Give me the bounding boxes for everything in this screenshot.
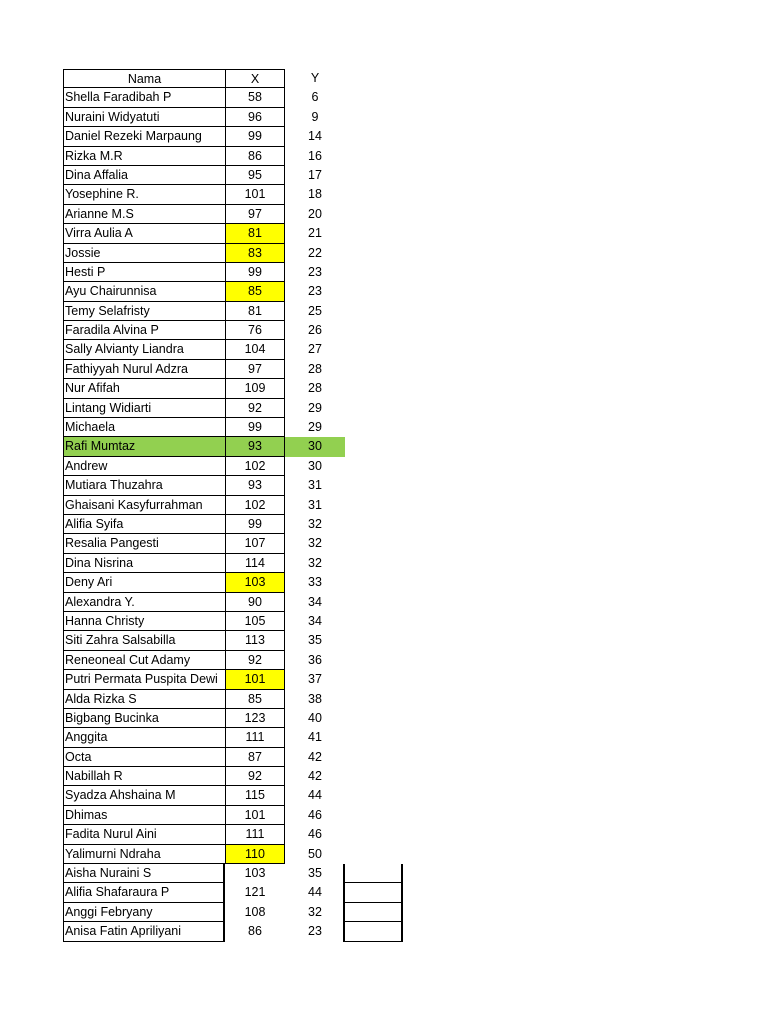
name-cell[interactable]: Dina Nisrina <box>63 554 225 573</box>
name-cell[interactable]: Anggita <box>63 728 225 747</box>
x-cell[interactable]: 113 <box>225 631 285 650</box>
empty-extra-cell[interactable] <box>343 922 403 941</box>
x-cell[interactable]: 85 <box>225 690 285 709</box>
empty-extra-cell[interactable] <box>343 903 403 922</box>
y-cell[interactable]: 23 <box>308 924 322 939</box>
y-cell[interactable]: 37 <box>308 672 322 687</box>
x-cell[interactable]: 99 <box>225 263 285 282</box>
y-cell[interactable]: 42 <box>308 749 322 764</box>
name-cell[interactable]: Syadza Ahshaina M <box>63 786 225 805</box>
header-y[interactable]: Y <box>310 71 320 85</box>
y-cell[interactable]: 31 <box>308 478 322 493</box>
y-cell[interactable]: 36 <box>308 652 322 667</box>
x-cell[interactable]: 96 <box>225 108 285 127</box>
name-cell[interactable]: Alexandra Y. <box>63 593 225 612</box>
y-cell[interactable]: 17 <box>308 167 322 182</box>
x-cell[interactable]: 92 <box>225 399 285 418</box>
name-cell[interactable]: Jossie <box>63 244 225 263</box>
x-cell[interactable]: 105 <box>225 612 285 631</box>
y-cell[interactable]: 21 <box>308 226 322 241</box>
x-cell[interactable]: 95 <box>225 166 285 185</box>
name-cell[interactable]: Hesti P <box>63 263 225 282</box>
x-cell[interactable]: 107 <box>225 534 285 553</box>
x-cell[interactable]: 99 <box>225 515 285 534</box>
x-cell[interactable]: 101 <box>225 806 285 825</box>
x-cell[interactable]: 114 <box>225 554 285 573</box>
name-cell[interactable]: Faradila Alvina P <box>63 321 225 340</box>
name-cell[interactable]: Bigbang Bucinka <box>63 709 225 728</box>
y-cell[interactable]: 35 <box>308 866 322 881</box>
x-cell[interactable]: 101 <box>225 670 285 689</box>
x-cell[interactable]: 104 <box>225 340 285 359</box>
x-cell[interactable]: 111 <box>225 825 285 844</box>
y-cell[interactable]: 34 <box>308 594 322 609</box>
x-cell[interactable]: 81 <box>225 224 285 243</box>
y-cell[interactable]: 31 <box>308 497 322 512</box>
x-cell[interactable]: 109 <box>225 379 285 398</box>
x-cell[interactable]: 99 <box>225 127 285 146</box>
x-cell[interactable]: 86 <box>248 924 262 939</box>
name-cell[interactable]: Deny Ari <box>63 573 225 592</box>
y-cell[interactable]: 33 <box>308 575 322 590</box>
y-cell[interactable]: 41 <box>308 730 322 745</box>
x-cell[interactable]: 111 <box>225 728 285 747</box>
name-cell[interactable]: Virra Aulia A <box>63 224 225 243</box>
name-cell[interactable]: Daniel Rezeki Marpaung <box>63 127 225 146</box>
name-cell[interactable]: Shella Faradibah P <box>63 88 225 107</box>
name-cell[interactable]: Alifia Syifa <box>63 515 225 534</box>
y-cell[interactable]: 22 <box>308 245 322 260</box>
name-cell[interactable]: Michaela <box>63 418 225 437</box>
name-cell[interactable]: Anisa Fatin Apriliyani <box>63 922 225 941</box>
name-cell[interactable]: Fathiyyah Nurul Adzra <box>63 360 225 379</box>
y-cell[interactable]: 9 <box>311 109 319 124</box>
x-cell[interactable]: 110 <box>225 845 285 864</box>
x-cell[interactable]: 97 <box>225 360 285 379</box>
y-cell[interactable]: 32 <box>308 536 322 551</box>
name-cell[interactable]: Resalia Pangesti <box>63 534 225 553</box>
y-cell[interactable]: 30 <box>285 437 345 456</box>
y-cell[interactable]: 20 <box>308 206 322 221</box>
name-cell[interactable]: Ghaisani Kasyfurrahman <box>63 496 225 515</box>
y-cell[interactable]: 28 <box>308 381 322 396</box>
name-cell[interactable]: Temy Selafristy <box>63 302 225 321</box>
y-cell[interactable]: 44 <box>308 788 322 803</box>
x-cell[interactable]: 103 <box>244 866 266 881</box>
y-cell[interactable]: 35 <box>308 633 322 648</box>
x-cell[interactable]: 123 <box>225 709 285 728</box>
x-cell[interactable]: 93 <box>225 437 285 456</box>
x-cell[interactable]: 86 <box>225 147 285 166</box>
y-cell[interactable]: 46 <box>308 827 322 842</box>
x-cell[interactable]: 90 <box>225 593 285 612</box>
name-cell[interactable]: Yosephine R. <box>63 185 225 204</box>
y-cell[interactable]: 32 <box>308 516 322 531</box>
name-cell[interactable]: Rafi Mumtaz <box>63 437 225 456</box>
name-cell[interactable]: Dina Affalia <box>63 166 225 185</box>
name-cell[interactable]: Hanna Christy <box>63 612 225 631</box>
x-cell[interactable]: 76 <box>225 321 285 340</box>
y-cell[interactable]: 30 <box>308 458 322 473</box>
y-cell[interactable]: 14 <box>308 129 322 144</box>
x-cell[interactable]: 102 <box>225 496 285 515</box>
x-cell[interactable]: 58 <box>225 88 285 107</box>
name-cell[interactable]: Nur Afifah <box>63 379 225 398</box>
name-cell[interactable]: Octa <box>63 748 225 767</box>
name-cell[interactable]: Lintang Widiarti <box>63 399 225 418</box>
x-cell[interactable]: 108 <box>244 904 266 919</box>
name-cell[interactable]: Aisha Nuraini S <box>63 864 225 883</box>
name-cell[interactable]: Anggi Febryany <box>63 903 225 922</box>
name-cell[interactable]: Nuraini Widyatuti <box>63 108 225 127</box>
name-cell[interactable]: Arianne M.S <box>63 205 225 224</box>
y-cell[interactable]: 29 <box>308 400 322 415</box>
y-cell[interactable]: 38 <box>308 691 322 706</box>
y-cell[interactable]: 6 <box>311 90 319 105</box>
x-cell[interactable]: 102 <box>225 457 285 476</box>
name-cell[interactable]: Yalimurni Ndraha <box>63 845 225 864</box>
name-cell[interactable]: Putri Permata Puspita Dewi <box>63 670 225 689</box>
y-cell[interactable]: 42 <box>308 769 322 784</box>
x-cell[interactable]: 87 <box>225 748 285 767</box>
y-cell[interactable]: 44 <box>308 885 322 900</box>
y-cell[interactable]: 34 <box>308 613 322 628</box>
name-cell[interactable]: Mutiara Thuzahra <box>63 476 225 495</box>
name-cell[interactable]: Rizka M.R <box>63 147 225 166</box>
name-cell[interactable]: Andrew <box>63 457 225 476</box>
name-cell[interactable]: Alifia Shafaraura P <box>63 883 225 902</box>
x-cell[interactable]: 121 <box>244 885 266 900</box>
y-cell[interactable]: 23 <box>308 264 322 279</box>
name-cell[interactable]: Fadita Nurul Aini <box>63 825 225 844</box>
y-cell[interactable]: 23 <box>308 284 322 299</box>
x-cell[interactable]: 115 <box>225 786 285 805</box>
header-x[interactable]: X <box>225 69 285 88</box>
x-cell[interactable]: 85 <box>225 282 285 301</box>
x-cell[interactable]: 92 <box>225 767 285 786</box>
name-cell[interactable]: Ayu Chairunnisa <box>63 282 225 301</box>
empty-extra-cell[interactable] <box>343 883 403 902</box>
x-cell[interactable]: 81 <box>225 302 285 321</box>
x-cell[interactable]: 101 <box>225 185 285 204</box>
header-nama[interactable]: Nama <box>63 69 225 88</box>
name-cell[interactable]: Sally Alvianty Liandra <box>63 340 225 359</box>
y-cell[interactable]: 26 <box>308 323 322 338</box>
name-cell[interactable]: Alda Rizka S <box>63 690 225 709</box>
y-cell[interactable]: 29 <box>308 420 322 435</box>
x-cell[interactable]: 83 <box>225 244 285 263</box>
y-cell[interactable]: 25 <box>308 303 322 318</box>
y-cell[interactable]: 28 <box>308 361 322 376</box>
y-cell[interactable]: 27 <box>308 342 322 357</box>
name-cell[interactable]: Dhimas <box>63 806 225 825</box>
y-cell[interactable]: 32 <box>308 555 322 570</box>
y-cell[interactable]: 46 <box>308 807 322 822</box>
x-cell[interactable]: 99 <box>225 418 285 437</box>
x-cell[interactable]: 92 <box>225 651 285 670</box>
name-cell[interactable]: Nabillah R <box>63 767 225 786</box>
x-cell[interactable]: 97 <box>225 205 285 224</box>
y-cell[interactable]: 16 <box>308 148 322 163</box>
empty-extra-cell[interactable] <box>343 864 403 883</box>
x-cell[interactable]: 103 <box>225 573 285 592</box>
name-cell[interactable]: Siti Zahra Salsabilla <box>63 631 225 650</box>
y-cell[interactable]: 40 <box>308 710 322 725</box>
y-cell[interactable]: 50 <box>308 846 322 861</box>
y-cell[interactable]: 18 <box>308 187 322 202</box>
y-cell[interactable]: 32 <box>308 904 322 919</box>
name-cell[interactable]: Reneoneal Cut Adamy <box>63 651 225 670</box>
x-cell[interactable]: 93 <box>225 476 285 495</box>
